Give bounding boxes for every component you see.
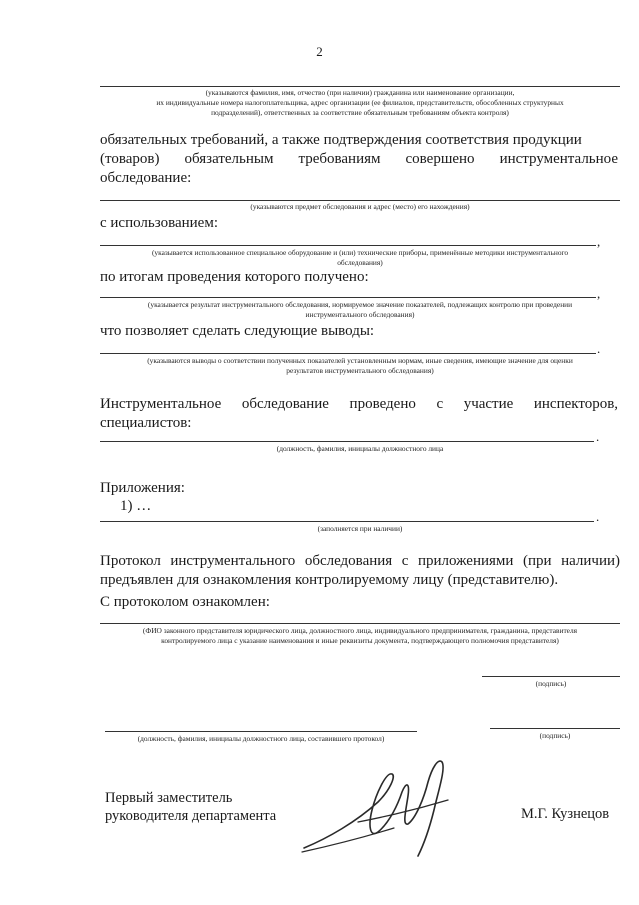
word: инспекторов, <box>533 396 619 412</box>
caption-author: (должность, фамилия, инициалы должностного лица, составившего протокол) <box>137 734 385 743</box>
fill-line-author <box>105 731 417 732</box>
signature-stroke <box>302 828 394 852</box>
fill-line-equipment <box>100 245 596 246</box>
word: наличии) <box>561 553 621 569</box>
fill-line-attachments <box>100 521 594 522</box>
word: обследование <box>241 396 329 412</box>
caption-conclusions-line2: результатов инструментального обследования) <box>286 366 434 375</box>
caption-inspectors: (должность, фамилия, инициалы должностного лица <box>276 444 444 453</box>
label-result: по итогам проведения которого получено: <box>100 269 369 285</box>
handwritten-signature <box>298 752 476 862</box>
signatory-title-line1: Первый заместитель <box>105 790 233 806</box>
para-protocol-line2: предъявлен для ознакомления контролируемому лицу (представителю). <box>100 572 559 588</box>
word: совершено <box>405 151 475 167</box>
signature-stroke <box>304 761 443 856</box>
period-mark: . <box>597 341 601 356</box>
caption-equipment-line1: (указывается использованное специальное оборудование и (или) технические приборы, применённые методики инструментального <box>151 248 569 257</box>
caption-acquainted-line2: контролируемого лица с указание наименования и иные реквизиты документа, подтверждающего полномочия представителя) <box>161 636 559 645</box>
para-requirements-line1: обязательных требований, а также подтверждения соответствия продукции <box>100 132 582 148</box>
word: инструментальное <box>499 151 619 167</box>
caption-equipment-line2: обследования) <box>337 258 383 267</box>
comma-mark: , <box>597 234 601 249</box>
fill-line-acquainted-person <box>100 623 620 624</box>
caption-signature-2: (подпись) <box>539 731 571 740</box>
caption-result-line1: (указывается результат инструментального обследования, нормируемое значение показателей, подлежащих контролю при проведении <box>147 300 573 309</box>
caption-person-line2: их индивидуальные номера налогоплательщика, адрес организации (ее филиалов, представительств, обособленных структурных <box>156 98 564 107</box>
para-requirements-line3: обследование: <box>100 170 192 186</box>
label-conclusions: что позволяет сделать следующие выводы: <box>100 323 375 339</box>
word: проведено <box>349 396 416 412</box>
word: обследования <box>304 553 393 569</box>
para-inspectors-line2: специалистов: <box>100 415 192 431</box>
caption-result-line2: инструментального обследования) <box>305 310 415 319</box>
para-protocol-line3: С протоколом ознакомлен: <box>100 594 270 610</box>
caption-person-line3: подразделений), ответственных за соответствие обязательным требованиям объекта контроля) <box>211 108 509 117</box>
signatory-name: М.Г. Кузнецов <box>521 806 610 822</box>
label-attachments: Приложения: <box>100 480 185 496</box>
caption-attachments: (заполняется при наличии) <box>317 524 403 533</box>
fill-line-signature-2 <box>490 728 620 729</box>
fill-line-signature-1 <box>482 676 620 677</box>
attachment-item-1: 1) … <box>120 498 152 514</box>
word: участие <box>463 396 514 412</box>
word: Протокол <box>100 553 161 569</box>
fill-line-inspectors <box>100 441 594 442</box>
caption-signature-1: (подпись) <box>535 679 567 688</box>
word: с <box>401 553 409 569</box>
signatory-title-line2: руководителя департамента <box>105 808 277 824</box>
label-using: с использованием: <box>100 215 219 231</box>
period-mark: . <box>596 429 600 444</box>
word: (товаров) <box>100 151 160 167</box>
word: инструментального <box>170 553 296 569</box>
word: с <box>436 396 444 412</box>
word: требованиям <box>298 151 381 167</box>
word: обязательным <box>184 151 274 167</box>
word: (при <box>522 553 552 569</box>
fill-line-result <box>100 297 596 298</box>
caption-subject: (указываются предмет обследования и адрес (место) его нахождения) <box>250 202 470 211</box>
period-mark: . <box>596 509 600 524</box>
fill-line-subject <box>100 200 620 201</box>
caption-person-line1: (указываются фамилия, имя, отчество (при наличии) гражданина или наименование организации, <box>205 88 515 97</box>
caption-acquainted-line1: (ФИО законного представителя юридического лица, должностного лица, индивидуального предпринимателя, гражданина, представителя <box>142 626 578 635</box>
word: приложениями <box>417 553 514 569</box>
para-requirements-line2 <box>100 150 618 169</box>
para-protocol-line1 <box>100 552 620 571</box>
page-number: 2 <box>316 44 323 59</box>
fill-line-subject-person <box>100 86 620 87</box>
caption-conclusions-line1: (указываются выводы о соответствии полученных показателей установленным нормам, иные сведения, имеющие значение для оценки <box>147 356 573 365</box>
word: Инструментальное <box>100 396 222 412</box>
fill-line-conclusions <box>100 353 596 354</box>
comma-mark: , <box>597 286 601 301</box>
para-inspectors-line1 <box>100 395 618 414</box>
